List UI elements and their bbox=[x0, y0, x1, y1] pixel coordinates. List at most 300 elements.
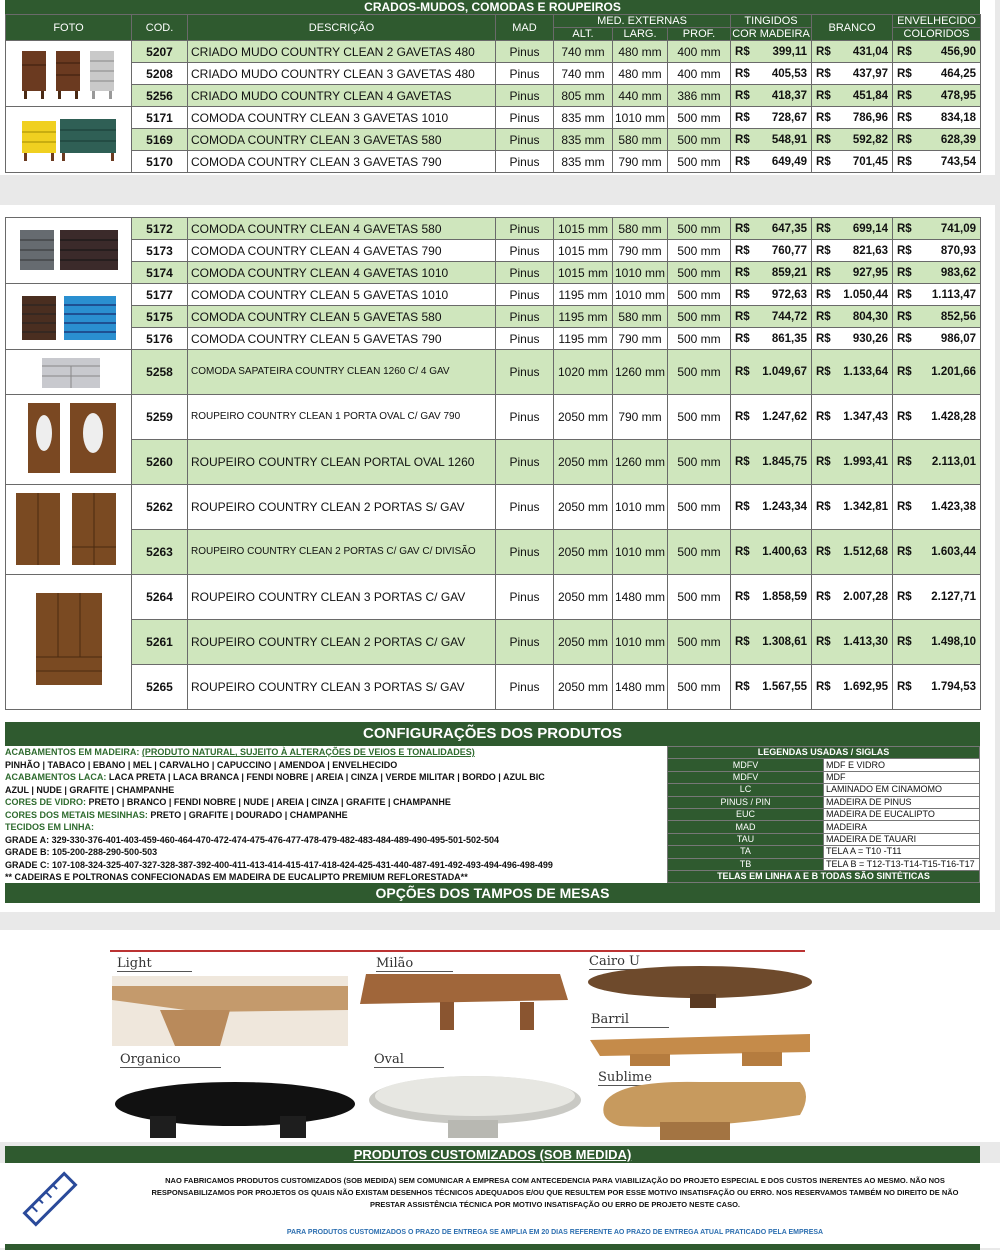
price-branco bbox=[812, 107, 893, 129]
tampo-label-sublime: Sublime bbox=[598, 1070, 692, 1086]
product-description: COMODA COUNTRY CLEAN 3 GAVETAS 790 bbox=[188, 151, 496, 173]
product-photo bbox=[6, 350, 132, 395]
ruler-icon bbox=[20, 1169, 80, 1229]
tampo-cairo-image bbox=[588, 966, 812, 1008]
table-row bbox=[6, 575, 981, 620]
legend-key: TB bbox=[668, 858, 824, 870]
dim-larg: 790 mm bbox=[613, 151, 668, 173]
legend-key: LC bbox=[668, 784, 824, 796]
currency: R$ bbox=[816, 67, 831, 80]
dim-prof: 500 mm bbox=[668, 395, 731, 440]
currency: R$ bbox=[735, 411, 750, 423]
dim-prof: 500 mm bbox=[668, 240, 731, 262]
dim-alt: 835 mm bbox=[554, 107, 613, 129]
price-value: 628,39 bbox=[940, 133, 977, 146]
product-wood: Pinus bbox=[496, 575, 554, 620]
price-value: 1.794,53 bbox=[931, 681, 976, 693]
product-code: 5173 bbox=[132, 240, 188, 262]
legend-row bbox=[668, 796, 980, 808]
product-description: COMODA COUNTRY CLEAN 4 GAVETAS 580 bbox=[188, 218, 496, 240]
custom-line-1: NAO FABRICAMOS PRODUTOS CUSTOMIZADOS (SOB MEDIDA) SEM COMUNICAR A EMPRESA COM ANTECEDENCIA PARA VIABILIZAÇÃO DO PROJETO ESPECIAL E DOS CUSTOS INERENTES AO MESMO. NÃO NOS bbox=[165, 1176, 945, 1185]
currency: R$ bbox=[816, 266, 831, 279]
price-value: 870,93 bbox=[940, 244, 976, 257]
tampo-label-cairo: Cairo U bbox=[589, 954, 680, 970]
tampos-illustrations bbox=[0, 930, 1000, 1142]
section2-table bbox=[5, 217, 981, 710]
col-prof: PROF. bbox=[668, 28, 731, 41]
currency: R$ bbox=[816, 222, 831, 235]
legend-row bbox=[668, 858, 980, 870]
price-value: 1.243,34 bbox=[762, 501, 807, 513]
table-row bbox=[6, 440, 981, 485]
price-value: 728,67 bbox=[771, 111, 808, 124]
currency: R$ bbox=[897, 155, 912, 168]
currency: R$ bbox=[897, 266, 912, 279]
table-row bbox=[6, 284, 981, 306]
product-photo bbox=[6, 395, 132, 485]
section2 bbox=[5, 217, 980, 710]
currency: R$ bbox=[735, 244, 750, 257]
price-value: 760,77 bbox=[771, 244, 807, 257]
dim-alt: 835 mm bbox=[554, 151, 613, 173]
acab-laca-label: ACABAMENTOS LACA: bbox=[5, 772, 107, 782]
tampo-oval-image bbox=[369, 1076, 581, 1138]
currency: R$ bbox=[816, 244, 831, 257]
product-code: 5258 bbox=[132, 350, 188, 395]
dim-prof: 500 mm bbox=[668, 485, 731, 530]
price-envelhecido bbox=[893, 240, 981, 262]
product-description: COMODA COUNTRY CLEAN 4 GAVETAS 790 bbox=[188, 240, 496, 262]
dim-prof: 500 mm bbox=[668, 530, 731, 575]
currency: R$ bbox=[816, 636, 831, 648]
price-value: 1.428,28 bbox=[931, 411, 976, 423]
product-code: 5174 bbox=[132, 262, 188, 284]
product-wood: Pinus bbox=[496, 151, 554, 173]
product-code: 5170 bbox=[132, 151, 188, 173]
dim-prof: 500 mm bbox=[668, 284, 731, 306]
price-value: 1.308,61 bbox=[762, 636, 807, 648]
table-row bbox=[6, 129, 981, 151]
section1-title: CRADOS-MUDOS, COMODAS E ROUPEIROS bbox=[5, 0, 980, 14]
price-value: 744,72 bbox=[771, 310, 807, 323]
price-envelhecido bbox=[893, 262, 981, 284]
price-envelhecido bbox=[893, 485, 981, 530]
price-branco bbox=[812, 440, 893, 485]
product-wood: Pinus bbox=[496, 284, 554, 306]
currency: R$ bbox=[816, 133, 831, 146]
price-value: 647,35 bbox=[771, 222, 807, 235]
dim-larg: 1010 mm bbox=[613, 485, 668, 530]
product-description: COMODA COUNTRY CLEAN 5 GAVETAS 1010 bbox=[188, 284, 496, 306]
price-envelhecido bbox=[893, 129, 981, 151]
product-wood: Pinus bbox=[496, 107, 554, 129]
table-row bbox=[6, 485, 981, 530]
dim-prof: 500 mm bbox=[668, 620, 731, 665]
price-envelhecido bbox=[893, 218, 981, 240]
product-wood: Pinus bbox=[496, 620, 554, 665]
price-branco bbox=[812, 262, 893, 284]
table-row bbox=[6, 665, 981, 710]
price-value: 1.692,95 bbox=[843, 681, 888, 693]
price-value: 1.993,41 bbox=[843, 456, 888, 468]
dim-larg: 1010 mm bbox=[613, 284, 668, 306]
price-tingidos bbox=[731, 218, 812, 240]
currency: R$ bbox=[897, 133, 912, 146]
product-wood: Pinus bbox=[496, 328, 554, 350]
dim-larg: 440 mm bbox=[613, 85, 668, 107]
dim-alt: 1195 mm bbox=[554, 328, 613, 350]
product-description: ROUPEIRO COUNTRY CLEAN 2 PORTAS C/ GAV bbox=[188, 620, 496, 665]
price-branco bbox=[812, 530, 893, 575]
price-envelhecido bbox=[893, 665, 981, 710]
section1-table bbox=[5, 14, 981, 173]
product-code: 5172 bbox=[132, 218, 188, 240]
price-value: 1.201,66 bbox=[931, 366, 976, 378]
price-value: 399,11 bbox=[772, 45, 808, 58]
price-value: 859,21 bbox=[771, 266, 807, 279]
tampo-label-oval: Oval bbox=[374, 1052, 444, 1068]
dim-prof: 500 mm bbox=[668, 218, 731, 240]
currency: R$ bbox=[897, 89, 912, 102]
price-branco bbox=[812, 240, 893, 262]
product-description: ROUPEIRO COUNTRY CLEAN 1 PORTA OVAL C/ GAV 790 bbox=[188, 395, 496, 440]
dim-prof: 500 mm bbox=[668, 350, 731, 395]
table-row bbox=[6, 218, 981, 240]
legend-key: TA bbox=[668, 846, 824, 858]
currency: R$ bbox=[735, 501, 750, 513]
product-photo bbox=[6, 485, 132, 575]
dim-larg: 790 mm bbox=[613, 328, 668, 350]
price-tingidos bbox=[731, 284, 812, 306]
legend-row bbox=[668, 808, 980, 820]
product-wood: Pinus bbox=[496, 530, 554, 575]
tampo-light-image bbox=[112, 976, 348, 1046]
table-row bbox=[6, 306, 981, 328]
product-code: 5171 bbox=[132, 107, 188, 129]
legendas-box bbox=[667, 746, 980, 883]
dim-prof: 500 mm bbox=[668, 151, 731, 173]
price-value: 456,90 bbox=[940, 45, 977, 58]
price-tingidos bbox=[731, 620, 812, 665]
legend-value: MDF bbox=[824, 771, 980, 783]
table-row bbox=[6, 151, 981, 173]
price-tingidos bbox=[731, 306, 812, 328]
currency: R$ bbox=[897, 501, 912, 513]
dim-larg: 480 mm bbox=[613, 41, 668, 63]
price-value: 464,25 bbox=[940, 67, 977, 80]
product-wood: Pinus bbox=[496, 350, 554, 395]
price-value: 418,37 bbox=[771, 89, 808, 102]
col-med: MED. EXTERNAS bbox=[554, 15, 731, 28]
dim-larg: 1260 mm bbox=[613, 440, 668, 485]
price-envelhecido bbox=[893, 440, 981, 485]
dim-prof: 500 mm bbox=[668, 129, 731, 151]
product-wood: Pinus bbox=[496, 240, 554, 262]
price-value: 1.049,67 bbox=[762, 366, 807, 378]
currency: R$ bbox=[735, 67, 750, 80]
legend-key: EUC bbox=[668, 808, 824, 820]
price-tingidos bbox=[731, 85, 812, 107]
legend-key: PINUS / PIN bbox=[668, 796, 824, 808]
price-envelhecido bbox=[893, 395, 981, 440]
product-photo bbox=[6, 218, 132, 284]
product-description: ROUPEIRO COUNTRY CLEAN PORTAL OVAL 1260 bbox=[188, 440, 496, 485]
product-description: ROUPEIRO COUNTRY CLEAN 2 PORTAS S/ GAV bbox=[188, 485, 496, 530]
currency: R$ bbox=[735, 222, 750, 235]
col-descricao: DESCRIÇÃO bbox=[188, 15, 496, 41]
product-description: COMODA SAPATEIRA COUNTRY CLEAN 1260 C/ 4 GAV bbox=[188, 350, 496, 395]
currency: R$ bbox=[735, 591, 750, 603]
currency: R$ bbox=[897, 67, 912, 80]
price-tingidos bbox=[731, 262, 812, 284]
price-branco bbox=[812, 395, 893, 440]
currency: R$ bbox=[735, 332, 750, 345]
dim-alt: 2050 mm bbox=[554, 665, 613, 710]
price-branco bbox=[812, 350, 893, 395]
legend-value: MADEIRA DE TAUARI bbox=[824, 833, 980, 845]
price-value: 1.342,81 bbox=[843, 501, 888, 513]
product-code: 5176 bbox=[132, 328, 188, 350]
dim-larg: 1010 mm bbox=[613, 107, 668, 129]
table-row bbox=[6, 63, 981, 85]
price-branco bbox=[812, 575, 893, 620]
price-value: 649,49 bbox=[771, 155, 808, 168]
price-tingidos bbox=[731, 240, 812, 262]
product-description: CRIADO MUDO COUNTRY CLEAN 4 GAVETAS bbox=[188, 85, 496, 107]
price-value: 1.512,68 bbox=[843, 546, 888, 558]
price-tingidos bbox=[731, 350, 812, 395]
legend-key: TAU bbox=[668, 833, 824, 845]
currency: R$ bbox=[816, 310, 831, 323]
table-row bbox=[6, 85, 981, 107]
price-envelhecido bbox=[893, 306, 981, 328]
legend-row bbox=[668, 784, 980, 796]
price-value: 405,53 bbox=[771, 67, 808, 80]
product-wood: Pinus bbox=[496, 440, 554, 485]
currency: R$ bbox=[816, 111, 831, 124]
tampos-panel bbox=[0, 930, 1000, 1142]
price-envelhecido bbox=[893, 530, 981, 575]
price-value: 983,62 bbox=[940, 266, 976, 279]
dim-larg: 580 mm bbox=[613, 218, 668, 240]
currency: R$ bbox=[816, 411, 831, 423]
tampos-title: OPÇÕES DOS TAMPOS DE MESAS bbox=[5, 883, 980, 903]
table-row bbox=[6, 395, 981, 440]
price-value: 431,04 bbox=[852, 45, 889, 58]
dim-alt: 2050 mm bbox=[554, 620, 613, 665]
tampo-label-light: Light bbox=[117, 956, 192, 972]
dim-prof: 400 mm bbox=[668, 63, 731, 85]
price-tingidos bbox=[731, 151, 812, 173]
dim-larg: 1010 mm bbox=[613, 620, 668, 665]
currency: R$ bbox=[816, 89, 831, 102]
currency: R$ bbox=[897, 546, 912, 558]
legend-row bbox=[668, 846, 980, 858]
price-value: 930,26 bbox=[852, 332, 888, 345]
dim-alt: 1195 mm bbox=[554, 284, 613, 306]
dim-alt: 1015 mm bbox=[554, 218, 613, 240]
currency: R$ bbox=[735, 45, 750, 58]
col-foto: FOTO bbox=[6, 15, 132, 41]
dim-alt: 2050 mm bbox=[554, 530, 613, 575]
dim-alt: 740 mm bbox=[554, 41, 613, 63]
price-value: 699,14 bbox=[852, 222, 888, 235]
price-tingidos bbox=[731, 395, 812, 440]
tampo-label-organico: Organico bbox=[120, 1052, 221, 1068]
table-row bbox=[6, 328, 981, 350]
price-tingidos bbox=[731, 63, 812, 85]
currency: R$ bbox=[816, 366, 831, 378]
price-tingidos bbox=[731, 328, 812, 350]
tecidos-label: TECIDOS EM LINHA: bbox=[5, 822, 94, 832]
dim-larg: 790 mm bbox=[613, 395, 668, 440]
currency: R$ bbox=[735, 456, 750, 468]
price-branco bbox=[812, 41, 893, 63]
product-description: COMODA COUNTRY CLEAN 5 GAVETAS 580 bbox=[188, 306, 496, 328]
price-envelhecido bbox=[893, 350, 981, 395]
cores-vidro-label: CORES DE VIDRO: bbox=[5, 797, 87, 807]
dim-larg: 790 mm bbox=[613, 240, 668, 262]
custom-text bbox=[130, 1175, 980, 1211]
price-value: 1.845,75 bbox=[762, 456, 807, 468]
legend-key: MAD bbox=[668, 821, 824, 833]
note-cadeiras: ** CADEIRAS E POLTRONAS CONFECIONADAS EM MADEIRA DE EUCALIPTO PREMIUM REFLORESTADA** bbox=[5, 872, 468, 882]
dim-alt: 1015 mm bbox=[554, 240, 613, 262]
table-row bbox=[6, 41, 981, 63]
col-larg: LARG. bbox=[613, 28, 668, 41]
price-tingidos bbox=[731, 107, 812, 129]
currency: R$ bbox=[897, 636, 912, 648]
acab-madeira-label: ACABAMENTOS EM MADEIRA: bbox=[5, 747, 140, 757]
acab-laca-values2: AZUL | NUDE | GRAFITE | CHAMPANHE bbox=[5, 784, 175, 795]
price-value: 986,07 bbox=[940, 332, 976, 345]
price-envelhecido bbox=[893, 328, 981, 350]
cores-metais-values: PRETO | GRAFITE | DOURADO | CHAMPANHE bbox=[150, 809, 348, 820]
section1 bbox=[5, 0, 980, 173]
currency: R$ bbox=[735, 366, 750, 378]
price-value: 2.127,71 bbox=[931, 591, 976, 603]
product-wood: Pinus bbox=[496, 85, 554, 107]
price-value: 972,63 bbox=[771, 288, 807, 301]
col-envelhecido: ENVELHECIDO bbox=[893, 15, 981, 28]
product-photo bbox=[6, 575, 132, 710]
dim-prof: 500 mm bbox=[668, 575, 731, 620]
custom-title: PRODUTOS CUSTOMIZADOS (SOB MEDIDA) bbox=[5, 1146, 980, 1163]
currency: R$ bbox=[735, 155, 750, 168]
currency: R$ bbox=[816, 456, 831, 468]
dim-larg: 1480 mm bbox=[613, 665, 668, 710]
currency: R$ bbox=[897, 310, 912, 323]
price-envelhecido bbox=[893, 41, 981, 63]
product-code: 5207 bbox=[132, 41, 188, 63]
price-value: 1.567,55 bbox=[762, 681, 807, 693]
currency: R$ bbox=[897, 411, 912, 423]
price-value: 786,96 bbox=[852, 111, 889, 124]
currency: R$ bbox=[735, 546, 750, 558]
price-envelhecido bbox=[893, 284, 981, 306]
legend-key: MDFV bbox=[668, 771, 824, 783]
price-value: 741,09 bbox=[940, 222, 976, 235]
custom-line-2: RESPONSABILIZAMOS POR PROJETOS OS QUAIS NÃO EXISTAM DESENHOS TÉCNICOS ADEQUADOS E/OU QUE RESULTEM POR ESSE MOTIVO INSATISFAÇÃO OU ERRO. NOS RESERVAMOS TAMBÉM NO DIREITO DE NÃO bbox=[151, 1188, 959, 1197]
table-row bbox=[6, 350, 981, 395]
cores-metais-label: CORES DOS METAIS MESINHAS: bbox=[5, 809, 148, 820]
price-envelhecido bbox=[893, 63, 981, 85]
col-branco: BRANCO bbox=[812, 15, 893, 41]
legend-value: MADEIRA DE PINUS bbox=[824, 796, 980, 808]
price-tingidos bbox=[731, 485, 812, 530]
price-envelhecido bbox=[893, 107, 981, 129]
price-value: 1.113,47 bbox=[931, 288, 976, 301]
dim-alt: 2050 mm bbox=[554, 440, 613, 485]
price-tingidos bbox=[731, 530, 812, 575]
price-value: 1.858,59 bbox=[762, 591, 807, 603]
price-value: 852,56 bbox=[940, 310, 976, 323]
dim-alt: 2050 mm bbox=[554, 575, 613, 620]
price-branco bbox=[812, 85, 893, 107]
currency: R$ bbox=[897, 456, 912, 468]
tampo-sublime-image bbox=[603, 1082, 806, 1140]
product-description: COMODA COUNTRY CLEAN 3 GAVETAS 580 bbox=[188, 129, 496, 151]
price-branco bbox=[812, 151, 893, 173]
product-photo bbox=[6, 284, 132, 350]
currency: R$ bbox=[897, 288, 912, 301]
price-value: 834,18 bbox=[940, 111, 977, 124]
dim-prof: 500 mm bbox=[668, 306, 731, 328]
price-envelhecido bbox=[893, 620, 981, 665]
legend-value: TELA A = T10 -T11 bbox=[824, 846, 980, 858]
currency: R$ bbox=[816, 591, 831, 603]
custom-line-3: PRESTAR ASSISTÊNCIA TÉCNICA POR MOTIVO INSATISFAÇÃO OU ERRO DE PROJETO NESTE CASO. bbox=[369, 1200, 741, 1209]
price-value: 861,35 bbox=[771, 332, 807, 345]
currency: R$ bbox=[735, 133, 750, 146]
product-code: 5208 bbox=[132, 63, 188, 85]
product-wood: Pinus bbox=[496, 395, 554, 440]
product-wood: Pinus bbox=[496, 41, 554, 63]
currency: R$ bbox=[897, 111, 912, 124]
product-description: CRIADO MUDO COUNTRY CLEAN 2 GAVETAS 480 bbox=[188, 41, 496, 63]
dim-prof: 500 mm bbox=[668, 107, 731, 129]
price-value: 1.247,62 bbox=[762, 411, 807, 423]
price-tingidos bbox=[731, 41, 812, 63]
price-value: 927,95 bbox=[852, 266, 888, 279]
dim-prof: 386 mm bbox=[668, 85, 731, 107]
product-code: 5264 bbox=[132, 575, 188, 620]
product-description: ROUPEIRO COUNTRY CLEAN 2 PORTAS C/ GAV C/ DIVISÃO bbox=[188, 530, 496, 575]
price-envelhecido bbox=[893, 151, 981, 173]
table-row bbox=[6, 530, 981, 575]
currency: R$ bbox=[816, 546, 831, 558]
product-wood: Pinus bbox=[496, 306, 554, 328]
dim-larg: 1480 mm bbox=[613, 575, 668, 620]
cores-vidro-values: PRETO | BRANCO | FENDI NOBRE | NUDE | AREIA | CINZA | GRAFITE | CHAMPANHE bbox=[88, 797, 451, 807]
tampo-milao-image bbox=[360, 974, 568, 1030]
price-value: 437,97 bbox=[852, 67, 889, 80]
price-value: 821,63 bbox=[852, 244, 888, 257]
legendas-table bbox=[667, 746, 980, 883]
price-branco bbox=[812, 63, 893, 85]
tampo-barril-image bbox=[590, 1034, 810, 1066]
product-photo bbox=[6, 41, 132, 107]
table-row bbox=[6, 620, 981, 665]
product-code: 5256 bbox=[132, 85, 188, 107]
currency: R$ bbox=[897, 332, 912, 345]
product-code: 5259 bbox=[132, 395, 188, 440]
product-description: COMODA COUNTRY CLEAN 3 GAVETAS 1010 bbox=[188, 107, 496, 129]
dim-alt: 1015 mm bbox=[554, 262, 613, 284]
table-row bbox=[6, 107, 981, 129]
price-value: 548,91 bbox=[771, 133, 808, 146]
price-value: 478,95 bbox=[940, 89, 977, 102]
